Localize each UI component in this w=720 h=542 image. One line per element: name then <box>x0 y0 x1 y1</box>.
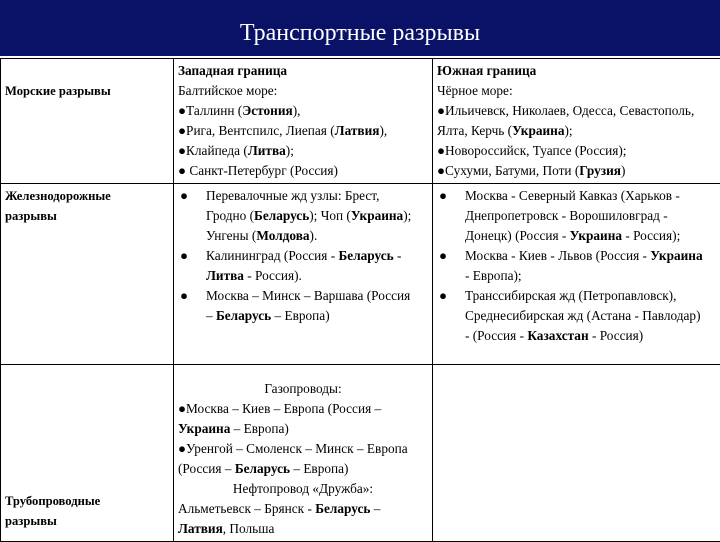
bullet-icon: ● <box>437 143 445 158</box>
list-item: ●Рига, Вентспилс, Лиепая (Латвия), <box>178 121 428 141</box>
list-item: Ялта, Керчь (Украина); <box>437 121 720 141</box>
list-item: ●Клайпеда (Литва); <box>178 141 428 161</box>
list-item: ● Москва - Северный Кавказ (Харьков - Днепропетровск - Ворошиловград - Донецк) (Россия - Украина - Россия); <box>437 186 720 246</box>
list-item: ●Таллинн (Эстония), <box>178 101 428 121</box>
rail-label-line1: Железнодорожные <box>5 186 169 206</box>
bullet-icon: ● <box>439 246 447 266</box>
list-item: ●Новороссийск, Туапсе (Россия); <box>437 141 720 161</box>
pipe-label-line2: разрывы <box>5 511 169 531</box>
header-south: Южная граница <box>437 61 720 81</box>
cell-rail-south <box>433 184 720 365</box>
bullet-icon: ● <box>180 186 188 206</box>
pipe-label-line1: Трубопроводные <box>5 491 169 511</box>
list-item: ●Москва – Киев – Европа (Россия – <box>178 399 428 419</box>
table-row-pipe <box>1 365 720 542</box>
list-item: ● Транссибирская жд (Петропавловск), Среднесибирская жд (Астана - Павлодар) - (Россия - Казахстан - Россия) <box>437 286 720 346</box>
bullet-icon: ● <box>178 103 186 118</box>
row-label-sea <box>1 59 174 184</box>
list-item: ● Перевалочные жд узлы: Брест, Гродно (Беларусь); Чоп (Украина); Унгены (Молдова). <box>178 186 428 246</box>
cell-rail-west <box>174 184 433 365</box>
bullet-icon: ● <box>178 123 186 138</box>
title-bar <box>0 0 720 58</box>
list-item: ● Калининград (Россия - Беларусь - Литва - Россия). <box>178 246 428 286</box>
list-item: ● Москва - Киев - Львов (Россия - Украина - Европа); <box>437 246 720 286</box>
list-item: ●Уренгой – Смоленск – Минск – Европа <box>178 439 428 459</box>
sea-west-sub: Балтийское море: <box>178 81 428 101</box>
sea-label: Морские разрывы <box>5 81 169 101</box>
bullet-icon: ● <box>439 286 447 306</box>
cell-pipe-south <box>433 365 720 542</box>
cell-pipe-west: Газопроводы: ●Москва – Киев – Европа (Россия – Украина – Европа) ●Уренгой – Смоленск – Минск – Европа (Россия – Беларусь – Европа) Нефтопровод «Дружба»: Альметьевск – Брянск - Беларусь – Латвия, Польша <box>174 365 433 542</box>
row-label-pipe <box>1 365 174 542</box>
bullet-icon: ● <box>178 163 186 178</box>
gas-title: Газопроводы: <box>178 379 428 399</box>
bullet-icon: ● <box>439 186 447 206</box>
bullet-icon: ● <box>180 246 188 266</box>
sea-south-sub: Чёрное море: <box>437 81 720 101</box>
list-item: ● Москва – Минск – Варшава (Россия – Беларусь – Европа) <box>178 286 428 326</box>
list-item: ● Санкт-Петербург (Россия) <box>178 161 428 181</box>
cell-sea-west <box>174 59 433 184</box>
bullet-icon: ● <box>437 163 445 178</box>
oil-title: Нефтопровод «Дружба»: <box>178 479 428 499</box>
bullet-icon: ● <box>178 441 186 456</box>
bullet-icon: ● <box>437 103 445 118</box>
page-title: Транспортные разрывы <box>0 20 720 47</box>
list-item: ●Ильичевск, Николаев, Одесса, Севастополь, <box>437 101 720 121</box>
table-row-rail <box>1 184 720 365</box>
rail-label-line2: разрывы <box>5 206 169 226</box>
header-west: Западная граница <box>178 61 428 81</box>
bullet-icon: ● <box>180 286 188 306</box>
cell-sea-south <box>433 59 720 184</box>
row-label-rail <box>1 184 174 365</box>
bullet-icon: ● <box>178 401 186 416</box>
bullet-icon: ● <box>178 143 186 158</box>
transport-gaps-table <box>0 58 720 542</box>
list-item: ●Сухуми, Батуми, Поти (Грузия) <box>437 161 720 181</box>
table-row-sea <box>1 59 720 184</box>
